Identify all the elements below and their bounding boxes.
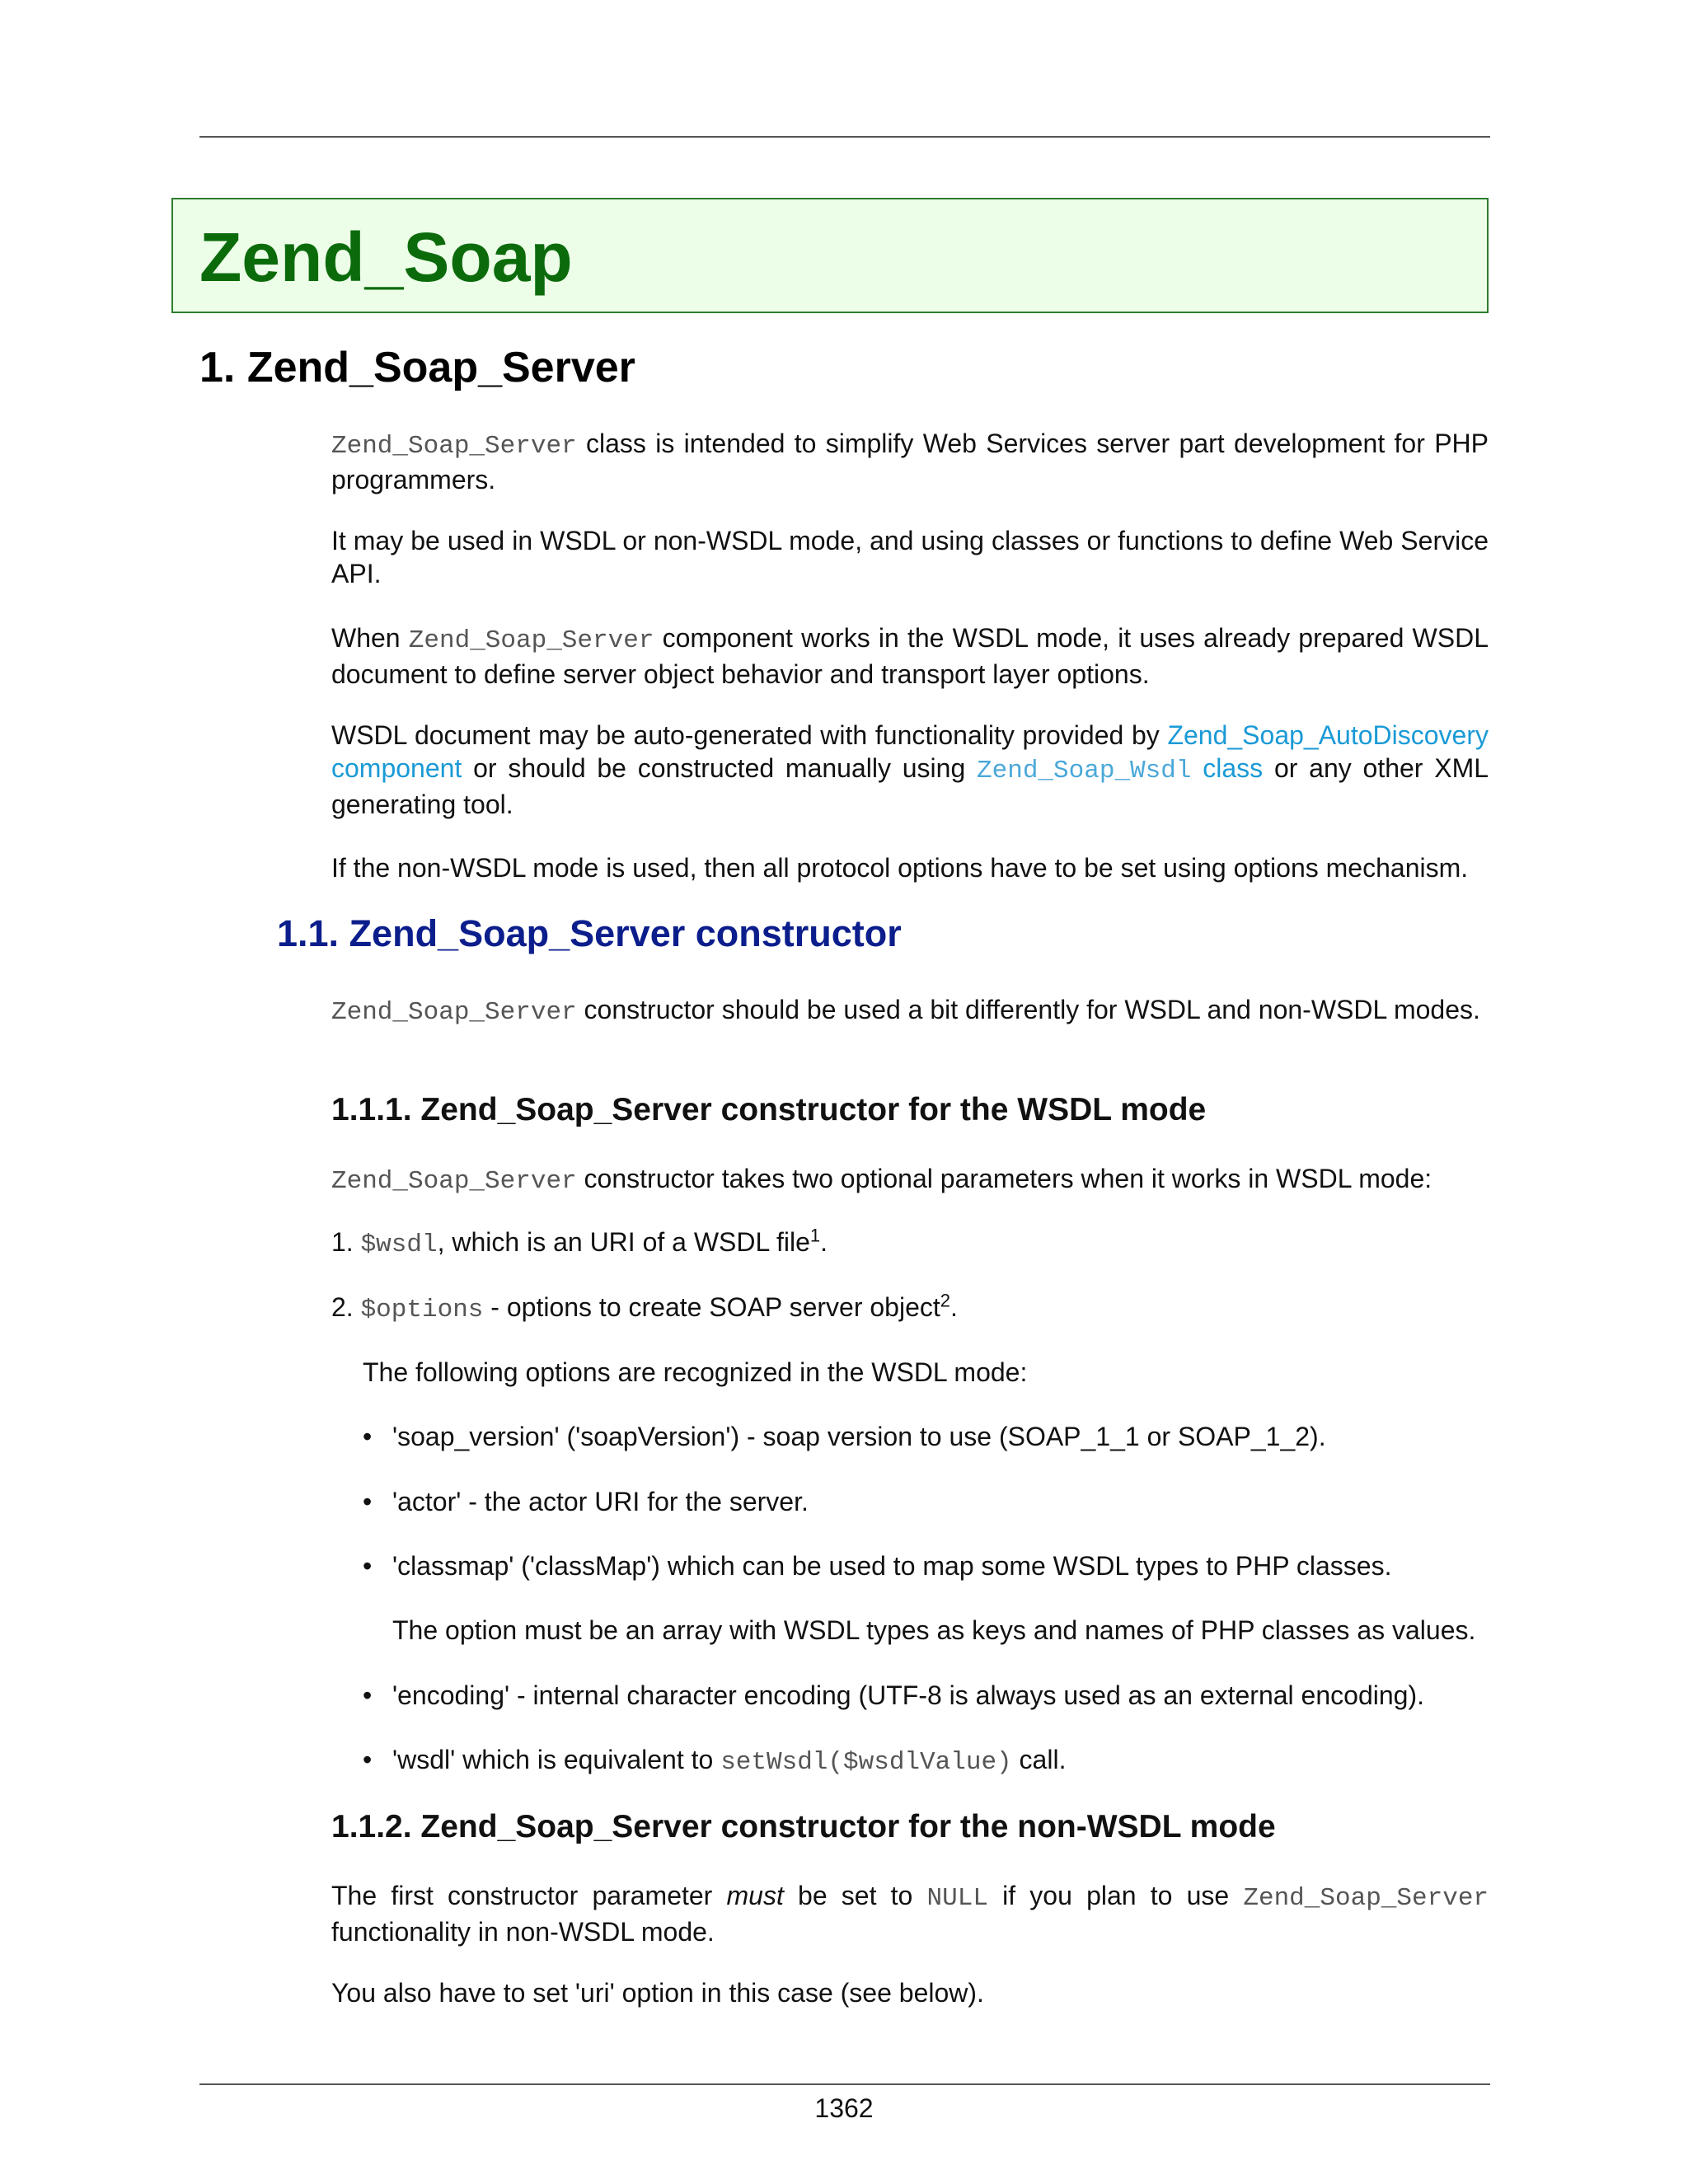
emphasis-text: must	[726, 1881, 784, 1910]
option-text: 'wsdl' which is equivalent to	[392, 1745, 721, 1774]
classmap-note: The option must be an array with WSDL types as keys and names of PHP classes as values.	[392, 1615, 1476, 1645]
code-method: setWsdl($wsdlValue)	[720, 1748, 1012, 1777]
bullet-icon: •	[363, 1551, 373, 1581]
intro-paragraph	[331, 427, 1489, 496]
section-heading-zend-soap-server: 1. Zend_Soap_Server	[199, 344, 635, 391]
chapter-title: Zend_Soap	[199, 218, 573, 296]
option-text: call.	[1011, 1745, 1067, 1774]
wsdl-constructor-paragraph	[331, 1162, 1489, 1198]
option-wsdl	[392, 1743, 1489, 1779]
paragraph-text: WSDL document may be auto-generated with functionality provided by	[331, 720, 1168, 750]
option-classmap: 'classmap' ('classMap') which can be used to map some WSDL types to PHP classes.	[392, 1551, 1392, 1581]
section-heading-non-wsdl-mode: 1.1.2. Zend_Soap_Server constructor for the non-WSDL mode	[331, 1809, 1276, 1844]
paragraph-text: constructor should be used a bit differently for WSDL and non-WSDL modes.	[576, 995, 1480, 1024]
list-item-text: , which is an URI of a WSDL file	[437, 1227, 810, 1257]
code-class-name: Zend_Soap_Server	[331, 998, 577, 1027]
section-heading-wsdl-mode: 1.1.1. Zend_Soap_Server constructor for the WSDL mode	[331, 1092, 1207, 1127]
paragraph-text: constructor takes two optional parameters when it works in WSDL mode:	[576, 1164, 1432, 1193]
section-heading-constructor: 1.1. Zend_Soap_Server constructor	[277, 912, 902, 954]
non-wsdl-paragraph: If the non-WSDL mode is used, then all protocol options have to be set using options mechanism.	[331, 853, 1469, 883]
option-encoding: 'encoding' - internal character encoding (UTF-8 is always used as an external encoding).	[392, 1680, 1424, 1710]
code-class-name: Zend_Soap_Server	[408, 626, 654, 655]
wsdl-class-link[interactable]	[977, 753, 1263, 783]
paragraph-text: functionality in non-WSDL mode.	[331, 1917, 715, 1947]
footer-rule	[199, 2083, 1490, 2085]
modes-paragraph: It may be used in WSDL or non-WSDL mode, and using classes or functions to define Web Service API.	[331, 526, 1489, 588]
footnote-ref[interactable]: 2	[940, 1290, 950, 1311]
list-item	[331, 1291, 958, 1327]
code-class-name: Zend_Soap_Server	[331, 432, 577, 461]
bullet-icon: •	[363, 1422, 373, 1451]
paragraph-text: class is intended to simplify Web Services server part development for PHP programmers.	[331, 429, 1489, 494]
option-soap-version: 'soap_version' ('soapVersion') - soap version to use (SOAP_1_1 or SOAP_1_2).	[392, 1422, 1326, 1451]
code-class-name: Zend_Soap_Server	[331, 1167, 577, 1196]
list-number: 1.	[331, 1227, 354, 1257]
paragraph-text: The first constructor parameter	[331, 1881, 727, 1910]
paragraph-text: be set to	[783, 1881, 927, 1910]
autodiscovery-link[interactable]: Zend_Soap_AutoDiscovery component	[331, 720, 1489, 783]
code-class-name: Zend_Soap_Wsdl	[977, 757, 1192, 785]
code-class-name: Zend_Soap_Server	[1243, 1884, 1489, 1913]
code-param: $wsdl	[360, 1230, 438, 1259]
page-number: 1362	[814, 2093, 874, 2123]
bullet-icon: •	[363, 1487, 373, 1516]
footnote-ref[interactable]: 1	[809, 1225, 821, 1246]
list-item	[331, 1226, 828, 1262]
list-item-text: .	[820, 1227, 828, 1257]
code-param: $options	[360, 1296, 484, 1324]
option-actor: 'actor' - the actor URI for the server.	[392, 1487, 809, 1516]
non-wsdl-constructor-paragraph	[331, 1879, 1489, 1948]
constructor-paragraph	[331, 993, 1489, 1029]
wsdl-generation-paragraph	[331, 719, 1489, 821]
options-intro: The following options are recognized in the WSDL mode:	[363, 1357, 1028, 1387]
paragraph-text: or should be constructed manually using	[462, 753, 978, 783]
paragraph-text: component works in the WSDL mode, it uses already prepared WSDL document to define server object behavior and transport layer options.	[331, 623, 1489, 689]
paragraph-text: if you plan to use	[987, 1881, 1244, 1910]
chapter-title-box	[171, 198, 1489, 313]
code-null: NULL	[926, 1884, 988, 1913]
bullet-icon: •	[363, 1680, 373, 1710]
list-item-text: - options to create SOAP server object	[483, 1292, 940, 1322]
bullet-icon: •	[363, 1745, 373, 1774]
list-number: 2.	[331, 1292, 354, 1322]
paragraph-text: When	[331, 623, 409, 653]
list-item-text: .	[950, 1292, 958, 1322]
wsdl-mode-paragraph	[331, 621, 1489, 691]
paragraph-text: or any other XML generating tool.	[331, 753, 1489, 819]
link-text: class	[1191, 753, 1264, 783]
header-rule	[199, 136, 1490, 138]
uri-option-paragraph: You also have to set 'uri' option in this case (see below).	[331, 1978, 984, 2008]
